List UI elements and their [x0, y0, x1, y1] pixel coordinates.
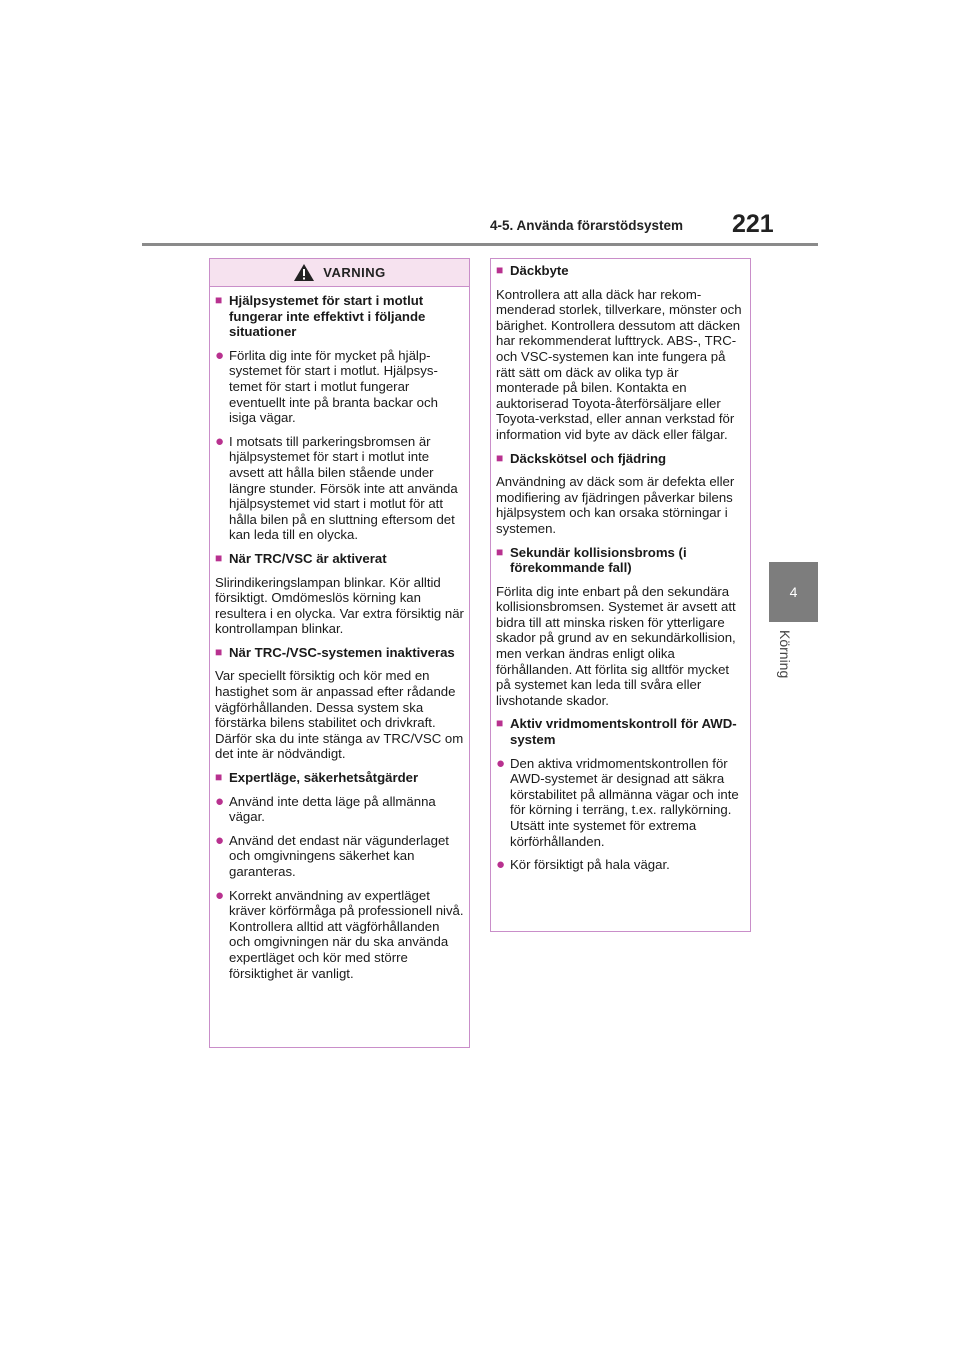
section-heading — [496, 716, 745, 747]
bullet-item — [215, 794, 464, 825]
warning-header — [210, 259, 469, 287]
square-bullet-icon: ■ — [215, 293, 223, 307]
circle-bullet-icon: ● — [496, 754, 506, 772]
circle-bullet-icon: ● — [215, 886, 225, 904]
bullet-text: Förlita dig inte för mycket på hjälpsystemet för start i motlut. Hjälpsystemet för start i motlut fungerar eventuellt inte på branta backar och isiga vägar. — [229, 347, 438, 426]
chapter-tab — [769, 562, 818, 622]
circle-bullet-icon: ● — [215, 346, 225, 364]
section-heading — [496, 451, 745, 467]
section-heading — [215, 551, 464, 567]
bullet-text: Kör försiktigt på hala vägar. — [510, 857, 670, 873]
bullet-item — [215, 348, 464, 426]
square-bullet-icon: ■ — [215, 770, 223, 785]
circle-bullet-icon: ● — [215, 792, 225, 810]
heading-text: Hjälpsystemet för start i motlut fungerar inte effektivt i följande situationer — [229, 293, 426, 340]
section-heading — [215, 293, 464, 340]
warning-box — [209, 258, 470, 1048]
warning-title: VARNING — [323, 265, 386, 280]
paragraph: Slirindikeringslampan blinkar. Kör alltid försiktigt. Omdömeslös körning kan resultera i en olycka. Var extra försiktig när kontrollampan blinkar. — [215, 574, 464, 637]
square-bullet-icon: ■ — [496, 263, 504, 277]
circle-bullet-icon: ● — [215, 831, 225, 849]
bullet-item — [496, 756, 745, 850]
chapter-number: 4 — [789, 584, 798, 600]
bullet-item — [496, 857, 745, 873]
heading-text: När TRC/VSC är aktiverat — [229, 550, 387, 566]
heading-text: När TRC-/VSC-systemen inaktiveras — [229, 644, 455, 660]
page-number: 221 — [732, 210, 774, 238]
square-bullet-icon: ■ — [215, 550, 223, 565]
bullet-text: Den aktiva vridmomentskontrollen för AWD-systemet är designad att säkra körstabilitet på allmänna vägar och inte för körning i terräng, t.ex. rallykörning. Utsätt inte systemet för extrema körförhållanden. — [510, 755, 739, 849]
square-bullet-icon: ■ — [496, 544, 504, 559]
square-bullet-icon: ■ — [496, 450, 504, 465]
bullet-text: Korrekt användning av expertläget kräver körförmåga på professionell nivå. Kontrollera alltid att vägförhållanden och omgivningen när du ska använda expertläget och kör med större försiktighet är vanligt. — [229, 887, 464, 981]
section-heading — [215, 770, 464, 786]
bullet-text: I motsats till parkeringsbromsen är hjälpsystemet för start i motlut inte avsett att hålla bilen stående under längre stunder. Försök inte att använda hjälpsystemet vid start i motlut för att hålla bilen på en sluttning eftersom det kan leda till en olycka. — [229, 433, 458, 543]
circle-bullet-icon: ● — [215, 432, 225, 450]
warning-triangle-icon — [293, 263, 315, 282]
bullet-text: Använd inte detta läge på allmänna vägar. — [229, 793, 436, 825]
heading-text: Sekundär kollisionsbroms (i förekommande fall) — [510, 544, 687, 576]
bullet-text: Använd det endast när vägunderlaget och omgivningens säkerhet kan garanteras. — [229, 832, 449, 879]
section-heading — [496, 263, 745, 279]
heading-text: Däckskötsel och fjädring — [510, 450, 667, 466]
paragraph: Kontrollera att alla däck har rekommenderad storlek, tillverkare, mönster och bärighet. Kontrollera dessutom att däcken har rekommenderat lufttryck. ABS-, TRC- och VSC-systemen kan inte fungera på rätt sätt om däck av olika typ är monterade på bilen. Kontakta en auktoriserad Toyota-återförsäljare eller Toyota-verkstad, eller annan verkstad för information vid byte av däck eller fälgar. — [496, 286, 742, 442]
section-title: 4-5. Använda förarstödsystem — [490, 218, 684, 233]
heading-text: Expertläge, säkerhetsåtgärder — [229, 770, 419, 786]
info-content — [491, 259, 750, 873]
circle-bullet-icon: ● — [496, 856, 506, 874]
heading-text: Däckbyte — [510, 263, 569, 278]
square-bullet-icon: ■ — [496, 716, 504, 731]
bullet-item — [215, 833, 464, 880]
section-heading — [496, 545, 745, 576]
bullet-item — [215, 888, 464, 982]
info-box — [490, 258, 751, 932]
paragraph: Var speciellt försiktig och kör med en hastighet som är anpassad efter rådande vägförhållanden. Dessa system ska förstärka bilens stabilitet och drivkraft. Därför ska du inte stänga av TRC/VSC om det inte är nödvändigt. — [215, 668, 464, 762]
square-bullet-icon: ■ — [215, 644, 223, 659]
bullet-item — [215, 434, 464, 543]
section-heading — [215, 645, 464, 661]
header-divider — [142, 243, 818, 246]
warning-content — [210, 287, 469, 981]
chapter-label: Körning — [777, 630, 793, 679]
heading-text: Aktiv vridmomentskontroll för AWD-system — [510, 716, 737, 748]
paragraph: Användning av däck som är defekta eller modifiering av fjädringen påverkar bilens hjälpsystem och kan orsaka störningar i systemen. — [496, 474, 735, 536]
paragraph: Förlita dig inte enbart på den sekundära kollisionsbromsen. Systemet är avsett att bidra till att minska risken för ytterligare skador på grund av en sekundärkollision, men verkan ändras enligt olika förhållanden. Att förlita sig alltför mycket på systemet kan leda till svåra eller livshotande skador. — [496, 583, 736, 708]
